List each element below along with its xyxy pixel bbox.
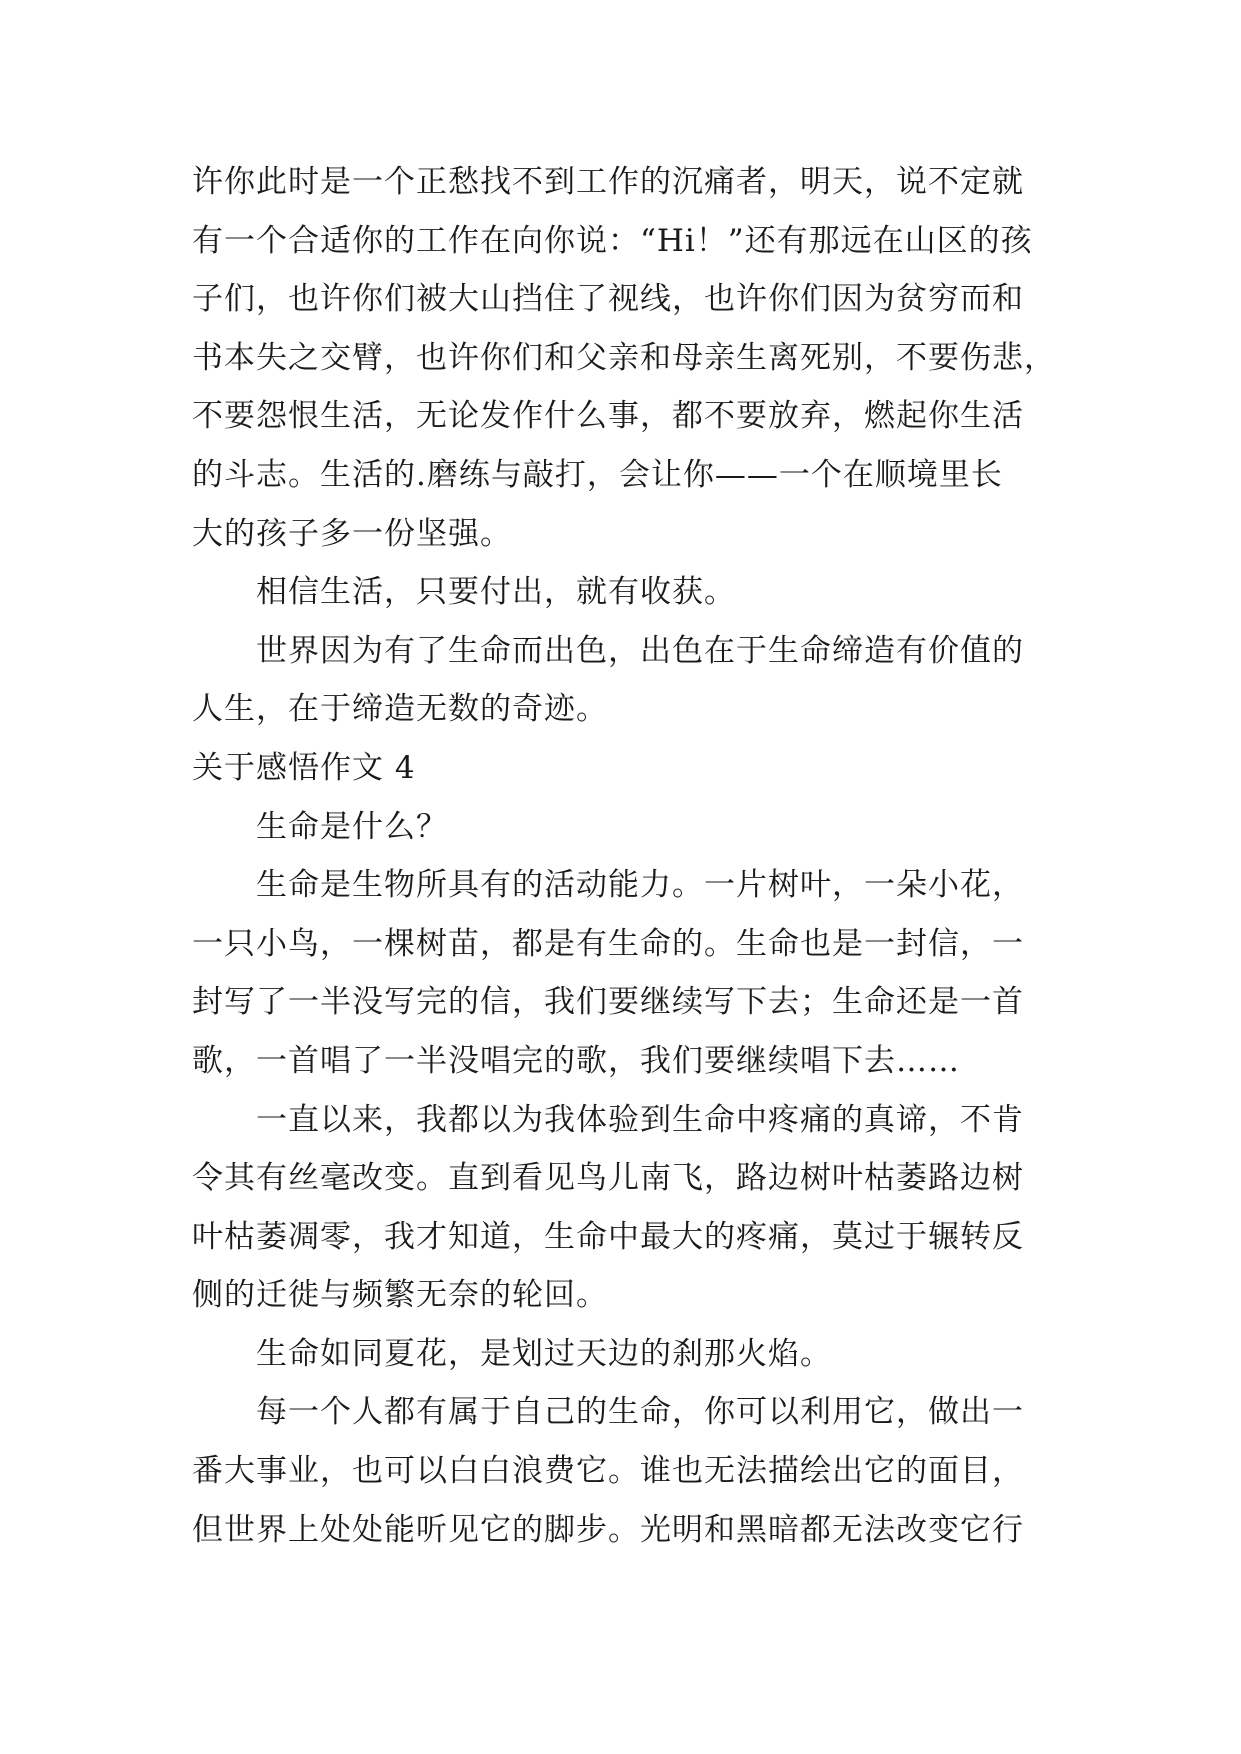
text-line: 书本失之交臂，也许你们和父亲和母亲生离死别，不要伤悲， xyxy=(192,339,1056,376)
section-heading: 关于感悟作文 4 xyxy=(192,749,416,786)
text-line: 生命是什么？ xyxy=(256,808,448,845)
document-body xyxy=(192,153,1072,1559)
text-line: 叶枯萎凋零，我才知道，生命中最大的疼痛，莫过于辗转反 xyxy=(192,1218,1024,1255)
text-line: 生命如同夏花，是划过天边的刹那火焰。 xyxy=(256,1335,832,1372)
text-line: 的斗志。生活的.磨练与敲打，会让你——一个在顺境里长 xyxy=(192,456,1003,493)
text-line: 一只小鸟，一棵树苗，都是有生命的。生命也是一封信，一 xyxy=(192,925,1024,962)
text-line: 相信生活，只要付出，就有收获。 xyxy=(256,574,736,611)
text-line: 歌，一首唱了一半没唱完的歌，我们要继续唱下去…… xyxy=(192,1042,960,1079)
text-line: 有一个合适你的工作在向你说：“Hi！”还有那远在山区的孩 xyxy=(192,222,1033,259)
text-line: 但世界上处处能听见它的脚步。光明和黑暗都无法改变它行 xyxy=(192,1511,1024,1548)
text-line: 大的孩子多一份坚强。 xyxy=(192,515,512,552)
text-line: 一直以来，我都以为我体验到生命中疼痛的真谛，不肯 xyxy=(256,1101,1024,1138)
text-line: 许你此时是一个正愁找不到工作的沉痛者，明天，说不定就 xyxy=(192,164,1024,200)
text-line: 生命是生物所具有的活动能力。一片树叶，一朵小花， xyxy=(256,867,1024,904)
text-line: 人生，在于缔造无数的奇迹。 xyxy=(192,691,608,728)
text-line: 封写了一半没写完的信，我们要继续写下去；生命还是一首 xyxy=(192,984,1024,1021)
text-line: 番大事业，也可以白白浪费它。谁也无法描绘出它的面目， xyxy=(192,1453,1024,1490)
text-line: 子们，也许你们被大山挡住了视线，也许你们因为贫穷而和 xyxy=(192,281,1024,318)
text-line: 令其有丝毫改变。直到看见鸟儿南飞，路边树叶枯萎路边树 xyxy=(192,1160,1024,1197)
text-line: 每一个人都有属于自己的生命，你可以利用它，做出一 xyxy=(256,1394,1024,1431)
text-line: 侧的迁徙与频繁无奈的轮回。 xyxy=(192,1277,608,1314)
text-line: 世界因为有了生命而出色，出色在于生命缔造有价值的 xyxy=(256,632,1024,669)
text-line: 不要怨恨生活，无论发作什么事，都不要放弃，燃起你生活 xyxy=(192,398,1024,435)
